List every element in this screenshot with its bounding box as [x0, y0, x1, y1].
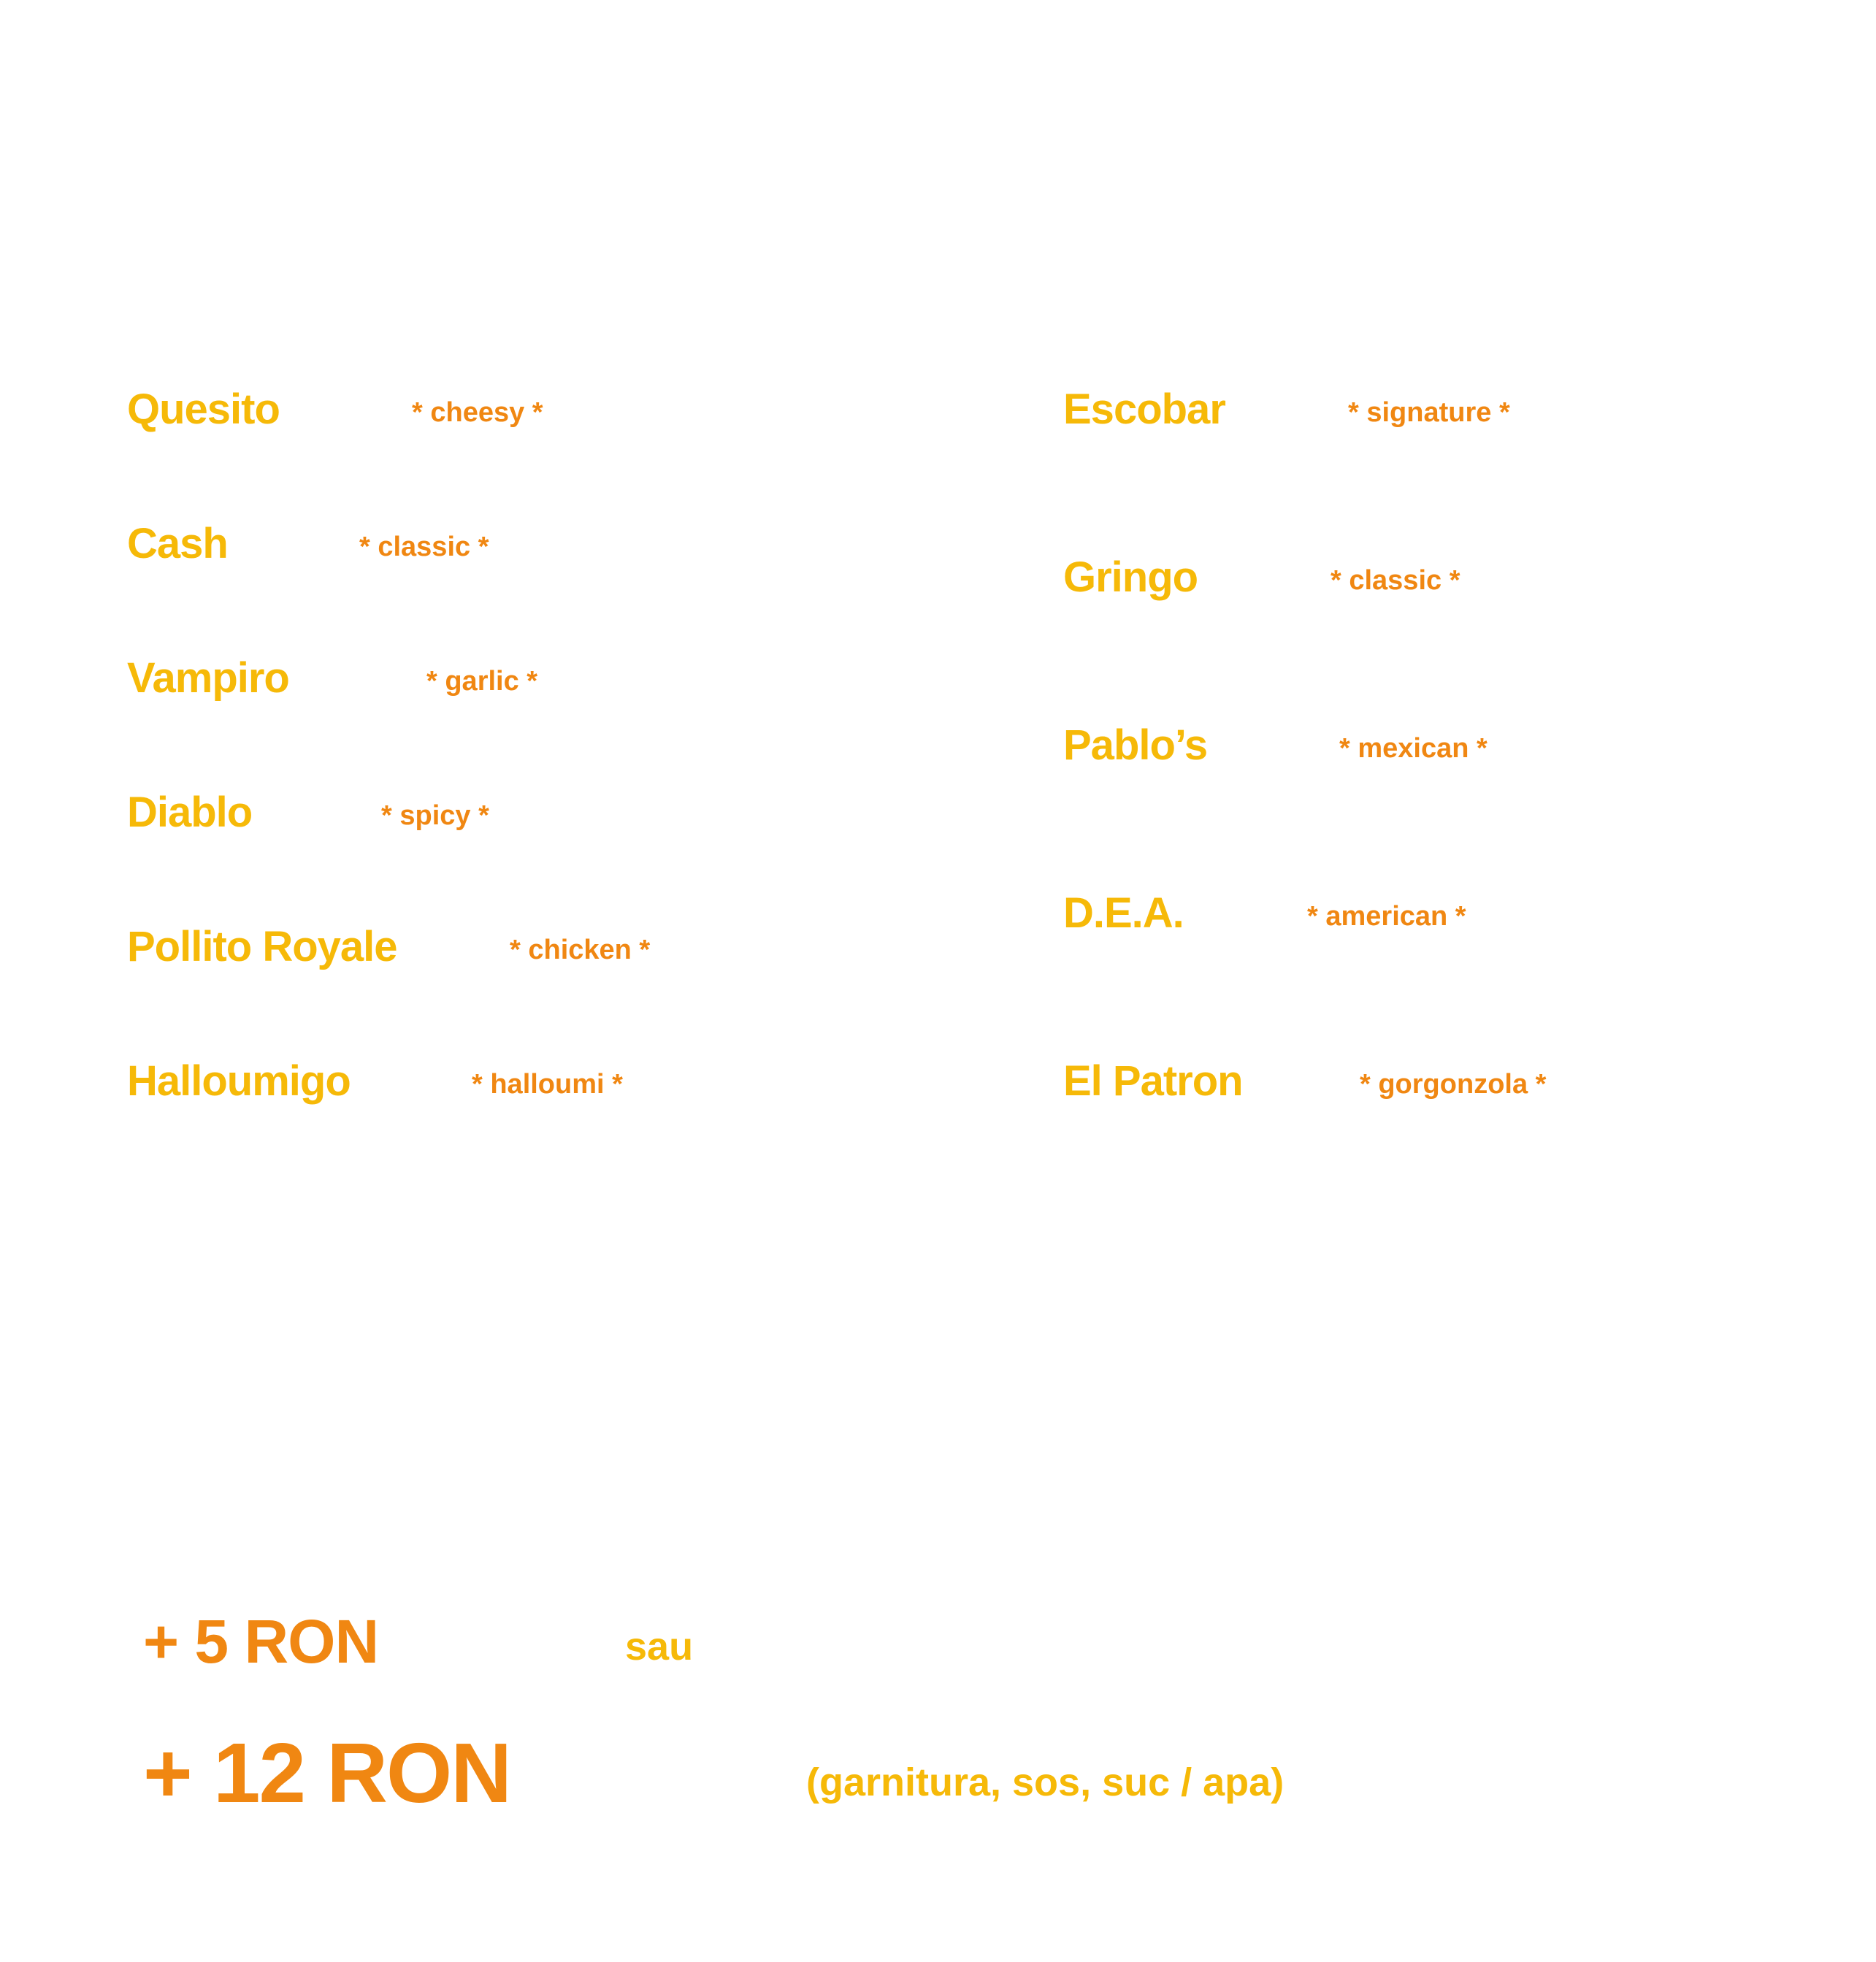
- item-tag: * classic *: [359, 532, 489, 562]
- item-name: Halloumigo: [127, 1057, 351, 1105]
- upsell-price-5: + 5 RON: [143, 1607, 379, 1676]
- item-name: Diablo: [127, 789, 253, 836]
- item-tag: * halloumi *: [472, 1069, 623, 1100]
- item-tag: * signature *: [1348, 397, 1510, 428]
- item-tag: * american *: [1307, 901, 1466, 932]
- item-name: D.E.A.: [1063, 889, 1184, 937]
- item-tag: * mexican *: [1339, 733, 1488, 764]
- upsell-sau-label: sau: [625, 1625, 694, 1668]
- item-tag: * cheesy *: [412, 397, 543, 428]
- item-name: Escobar: [1063, 386, 1225, 433]
- item-tag: * spicy *: [381, 800, 489, 831]
- item-name: Pablo’s: [1063, 721, 1208, 769]
- item-name: Quesito: [127, 386, 280, 433]
- item-tag: * chicken *: [510, 935, 651, 965]
- item-name: Gringo: [1063, 553, 1198, 601]
- item-tag: * garlic *: [426, 666, 538, 697]
- item-name: Cash: [127, 520, 228, 567]
- item-name: El Patron: [1063, 1057, 1243, 1105]
- upsell-price-12: + 12 RON: [143, 1725, 510, 1820]
- item-tag: * gorgonzola *: [1360, 1069, 1547, 1100]
- item-name: Pollito Royale: [127, 923, 397, 970]
- item-name: Vampiro: [127, 654, 289, 702]
- item-tag: * classic *: [1331, 565, 1460, 596]
- upsell-menu-note: (garnitura, sos, suc / apa): [806, 1760, 1285, 1804]
